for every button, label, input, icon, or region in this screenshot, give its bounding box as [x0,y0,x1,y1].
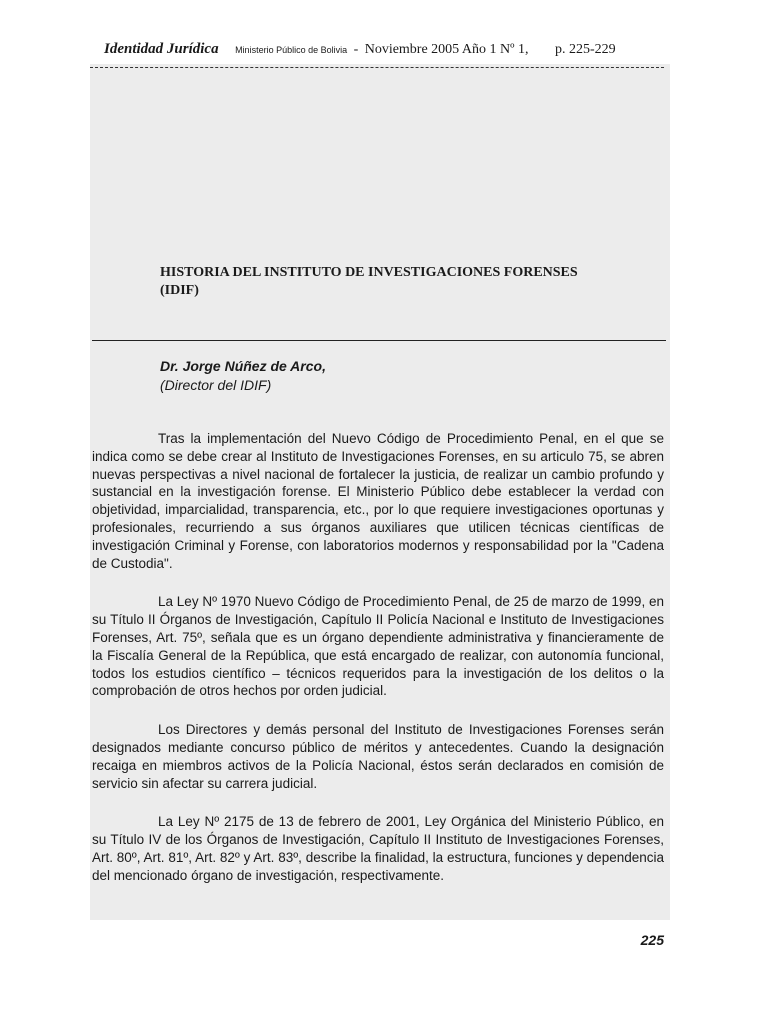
header-separator: - [353,42,359,57]
institution-name: Ministerio Público de Bolivia [235,45,348,55]
article-title [160,264,650,300]
issue-info: Noviembre 2005 Año 1 Nº 1, [364,42,529,57]
page-number: 225 [640,932,664,948]
header-dashed-rule [90,67,664,68]
title-rule [92,340,666,341]
page-range: p. 225-229 [554,42,616,57]
title-line-1: HISTORIA DEL INSTITUTO DE INVESTIGACIONES FORENSES [160,265,578,280]
running-header [104,40,664,58]
paragraph: La Ley Nº 1970 Nuevo Código de Procedimiento Penal, de 25 de marzo de 1999, en su Título II Órganos de Investigación, Capítulo II Policía Nacional e Instituto de Investigaciones Forenses, Art. 75º, señala que es un órgano dependiente administrativa y financieramente de la Fiscalía General de la República, que está encargado de realizar, con autonomía funcional, todos los estudios científico – técnicos requeridos para la investigación de los delitos o la comprobación de otros hechos por orden judicial. [92,594,664,699]
title-line-2: (IDIF) [160,283,199,298]
article-body [92,430,664,906]
author-name: Dr. Jorge Núñez de Arco, [160,358,326,374]
paragraph: Tras la implementación del Nuevo Código de Procedimiento Penal, en el que se indica como se debe crear al Instituto de Investigaciones Forenses, en su articulo 75, se abren nuevas perspectivas a nivel nacional de fortalecer la justicia, de realizar un cambio profundo y sustancial en la investigación forense. El Ministerio Público debe establecer la verdad con objetividad, imparcialidad, transparencia, etc., por lo que requiere investigaciones oportunas y profesionales, recurriendo a sus órganos auxiliares que utilicen técnicas científicas de investigación Criminal y Forense, con laboratorios modernos y responsabilidad por la "Cadena de Custodia". [92,431,664,571]
paragraph: La Ley Nº 2175 de 13 de febrero de 2001, Ley Orgánica del Ministerio Público, en su Título IV de los Órganos de Investigación, Capítulo II Instituto de Investigaciones Forenses, Art. 80º, Art. 81º, Art. 82º y Art. 83º, describe la finalidad, la estructura, funciones y dependencia del mencionado órgano de investigación, respectivamente. [92,814,664,883]
paragraph: Los Directores y demás personal del Instituto de Investigaciones Forenses serán designados mediante concurso público de méritos y antecedentes. Cuando la designación recaiga en miembros activos de la Policía Nacional, éstos serán declarados en comisión de servicio sin afectar su carrera judicial. [92,722,664,791]
author-affiliation: (Director del IDIF) [160,377,272,393]
journal-name: Identidad Jurídica [104,41,219,57]
